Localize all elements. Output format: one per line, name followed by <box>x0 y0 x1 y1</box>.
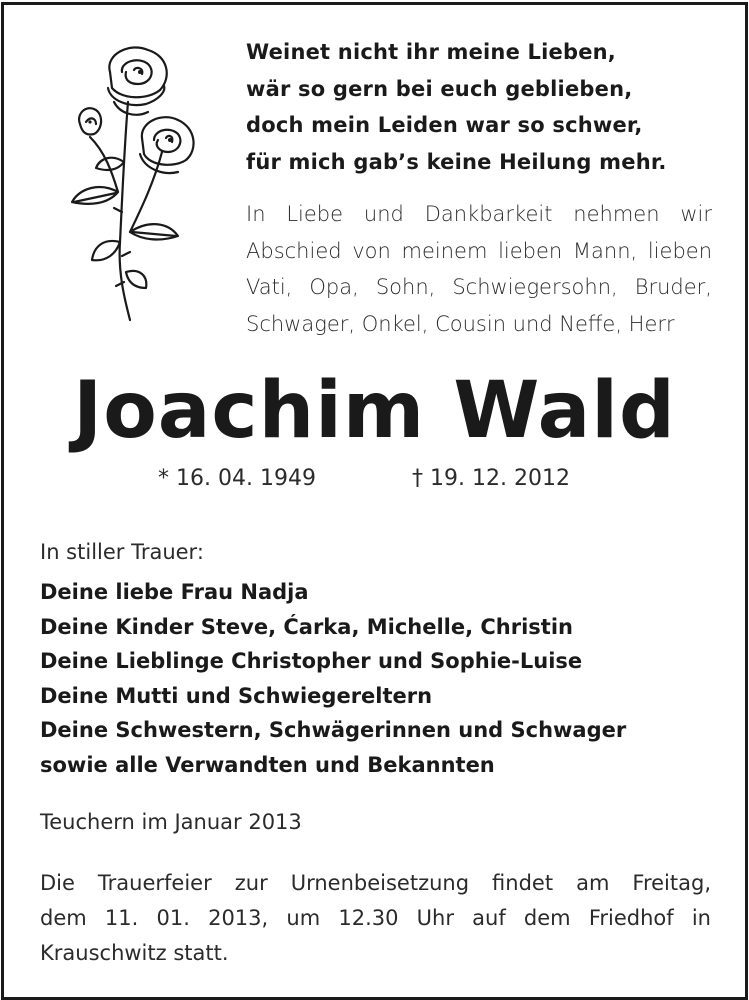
poem <box>246 34 726 180</box>
poem-line: für mich gab’s keine Heilung mehr. <box>246 149 667 174</box>
funeral-notice <box>40 866 711 971</box>
funeral-line: dem 11. 01. 2013, um 12.30 Uhr auf dem Friedhof in <box>40 906 711 930</box>
intro-line: Schwager, Onkel, Cousin und Neffe, Herr <box>246 311 675 336</box>
poem-line: wär so gern bei euch geblieben, <box>246 76 633 101</box>
funeral-line: Die Trauerfeier zur Urnenbeisetzung findet am Freitag, <box>40 871 711 895</box>
mourner-line: Deine Kinder Steve, Ćarka, Michelle, Christin <box>40 614 573 639</box>
mourner-line: Deine Lieblinge Christopher und Sophie-Luise <box>40 649 583 673</box>
mourners-list <box>40 575 626 782</box>
funeral-line: Krauschwitz statt. <box>40 941 229 965</box>
mourner-line: Deine Mutti und Schwiegereltern <box>40 683 433 708</box>
mourner-line: sowie alle Verwandten und Bekannten <box>40 752 495 777</box>
intro-line: In Liebe und Dankbarkeit nehmen wir <box>246 202 712 226</box>
mourner-line: Deine Schwestern, Schwägerinnen und Schwager <box>40 718 627 742</box>
poem-line: Weinet nicht ihr meine Lieben, <box>246 40 616 64</box>
death-date: † 19. 12. 2012 <box>412 466 570 491</box>
place-date: Teuchern im Januar 2013 <box>40 810 302 834</box>
mourner-line: Deine liebe Frau Nadja <box>40 580 309 604</box>
birth-date: * 16. 04. 1949 <box>158 466 316 491</box>
intro-line: Abschied von meinem lieben Mann, lieben <box>246 238 712 263</box>
intro-text <box>246 196 712 342</box>
poem-line: doch mein Leiden war so schwer, <box>246 113 643 137</box>
deceased-name: Joachim Wald <box>73 366 676 456</box>
mourning-label: In stiller Trauer: <box>40 540 204 564</box>
rose-icon <box>50 42 200 327</box>
intro-line: Vati, Opa, Sohn, Schwiegersohn, Bruder, <box>246 275 712 299</box>
